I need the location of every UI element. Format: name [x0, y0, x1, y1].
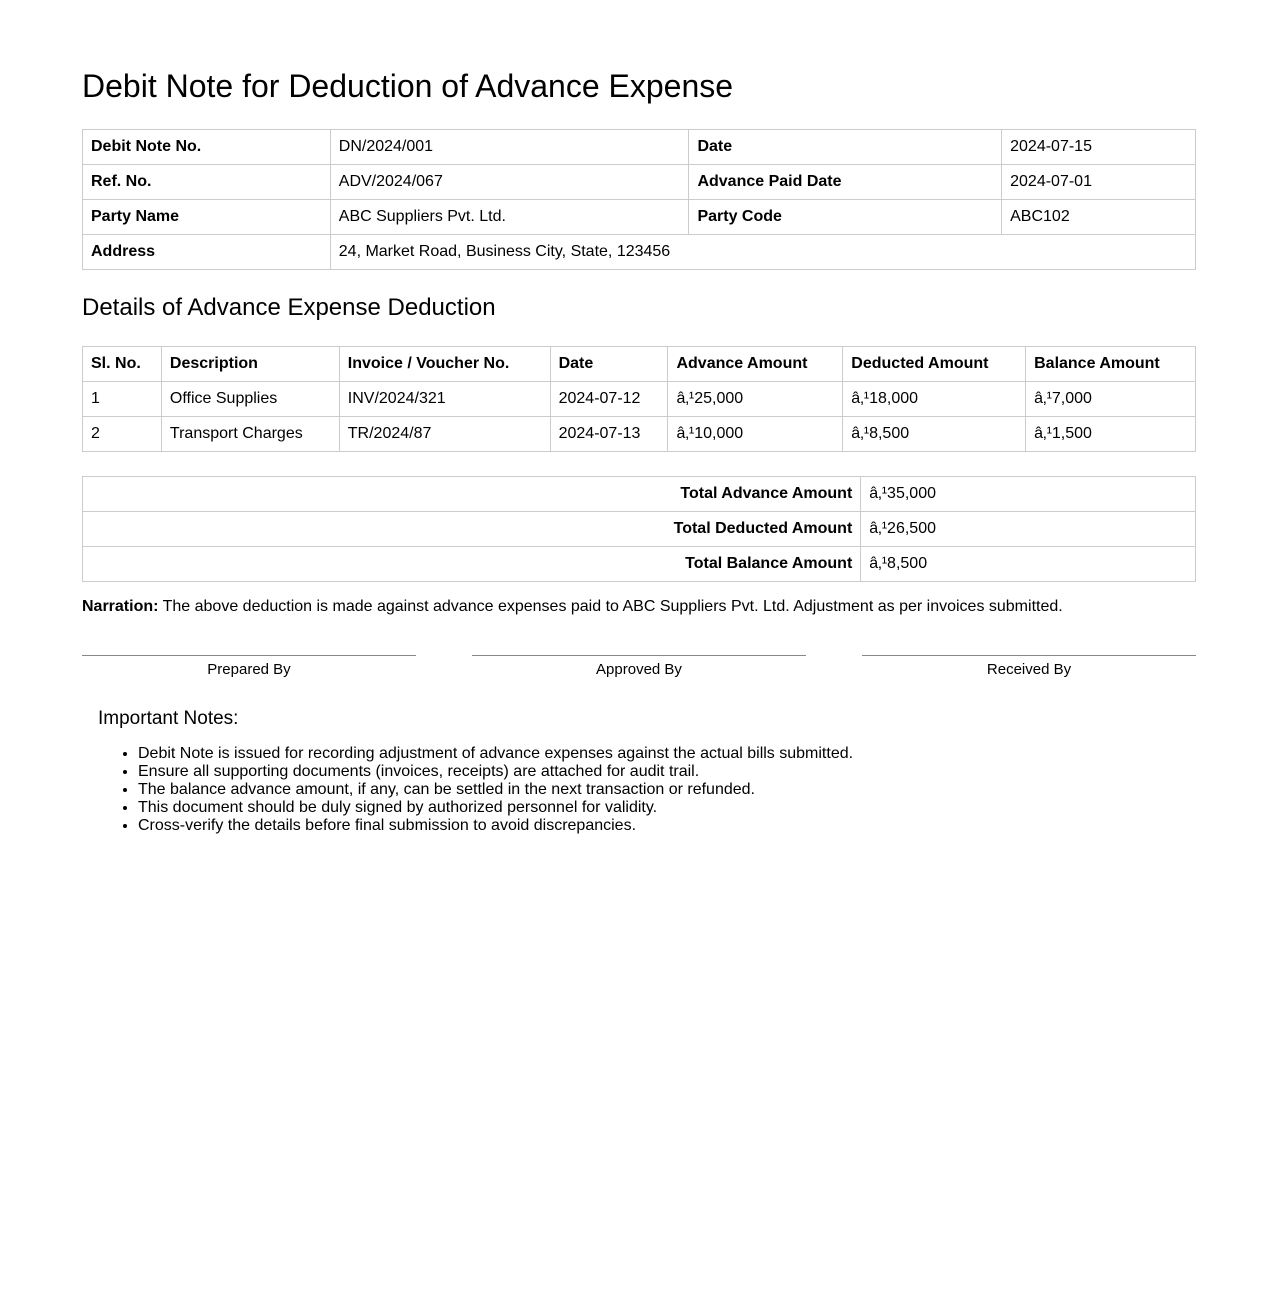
debit-note-no-value: DN/2024/001	[330, 130, 689, 165]
important-notes	[82, 707, 1196, 835]
totals-row	[83, 512, 1196, 547]
column-header: Advance Amount	[668, 347, 843, 382]
totals-row	[83, 547, 1196, 582]
total-balance-value: â‚¹8,500	[861, 547, 1196, 582]
column-header: Balance Amount	[1026, 347, 1196, 382]
table-cell: â‚¹10,000	[668, 417, 843, 452]
total-deducted-label: Total Deducted Amount	[83, 512, 861, 547]
page-title: Debit Note for Deduction of Advance Expense	[82, 68, 734, 104]
total-balance-label: Total Balance Amount	[83, 547, 861, 582]
table-cell: 2	[83, 417, 162, 452]
table-cell: â‚¹7,000	[1026, 382, 1196, 417]
table-cell: 1	[83, 382, 162, 417]
date-label: Date	[689, 130, 1002, 165]
table-cell: 2024-07-12	[550, 382, 668, 417]
prepared-by-signature: Prepared By	[82, 655, 416, 678]
debit-note-no-label: Debit Note No.	[83, 130, 331, 165]
table-cell: â‚¹8,500	[843, 417, 1026, 452]
advance-paid-date-label: Advance Paid Date	[689, 165, 1002, 200]
party-name-label: Party Name	[83, 200, 331, 235]
list-item: • The balance advance amount, if any, can be settled in the next transaction or refunded.	[138, 781, 1196, 799]
narration-label: Narration:	[82, 598, 159, 615]
list-item: • Cross-verify the details before final submission to avoid discrepancies.	[138, 817, 1196, 835]
totals-row	[83, 477, 1196, 512]
table-row	[83, 382, 1196, 417]
header-row	[83, 200, 1196, 235]
ref-no-value: ADV/2024/067	[330, 165, 689, 200]
address-value: 24, Market Road, Business City, State, 123456	[330, 235, 1195, 270]
narration	[82, 597, 1196, 617]
table-cell: â‚¹18,000	[843, 382, 1026, 417]
advance-paid-date-value: 2024-07-01	[1002, 165, 1196, 200]
table-cell: TR/2024/87	[339, 417, 550, 452]
date-value: 2024-07-15	[1002, 130, 1196, 165]
table-header-row	[83, 347, 1196, 382]
table-cell: â‚¹1,500	[1026, 417, 1196, 452]
deduction-details-table	[82, 346, 1196, 452]
party-code-value: ABC102	[1002, 200, 1196, 235]
column-header: Description	[161, 347, 339, 382]
header-row	[83, 165, 1196, 200]
address-label: Address	[83, 235, 331, 270]
totals-table	[82, 476, 1196, 582]
total-advance-label: Total Advance Amount	[83, 477, 861, 512]
table-cell: 2024-07-13	[550, 417, 668, 452]
column-header: Invoice / Voucher No.	[339, 347, 550, 382]
ref-no-label: Ref. No.	[83, 165, 331, 200]
list-item: • Ensure all supporting documents (invoices, receipts) are attached for audit trail.	[138, 763, 1196, 781]
list-item: • Debit Note is issued for recording adjustment of advance expenses against the actual bills submitted.	[138, 745, 1196, 763]
table-cell: Office Supplies	[161, 382, 339, 417]
notes-list	[98, 745, 1196, 835]
total-deducted-value: â‚¹26,500	[861, 512, 1196, 547]
column-header: Deducted Amount	[843, 347, 1026, 382]
total-advance-value: â‚¹35,000	[861, 477, 1196, 512]
column-header: Date	[550, 347, 668, 382]
party-name-value: ABC Suppliers Pvt. Ltd.	[330, 200, 689, 235]
approved-by-signature: Approved By	[472, 655, 806, 678]
list-item: • This document should be duly signed by authorized personnel for validity.	[138, 799, 1196, 817]
column-header: Sl. No.	[83, 347, 162, 382]
header-row	[83, 235, 1196, 270]
table-row	[83, 417, 1196, 452]
table-cell: INV/2024/321	[339, 382, 550, 417]
header-info-table	[82, 129, 1196, 270]
signature-section	[82, 655, 1196, 678]
party-code-label: Party Code	[689, 200, 1002, 235]
notes-heading: Important Notes:	[98, 708, 239, 729]
table-cell: Transport Charges	[161, 417, 339, 452]
received-by-signature: Received By	[862, 655, 1196, 678]
narration-text: The above deduction is made against advance expenses paid to ABC Suppliers Pvt. Ltd. Adjustment as per invoices submitted.	[158, 598, 1063, 615]
details-heading: Details of Advance Expense Deduction	[82, 294, 496, 321]
header-row	[83, 130, 1196, 165]
table-cell: â‚¹25,000	[668, 382, 843, 417]
